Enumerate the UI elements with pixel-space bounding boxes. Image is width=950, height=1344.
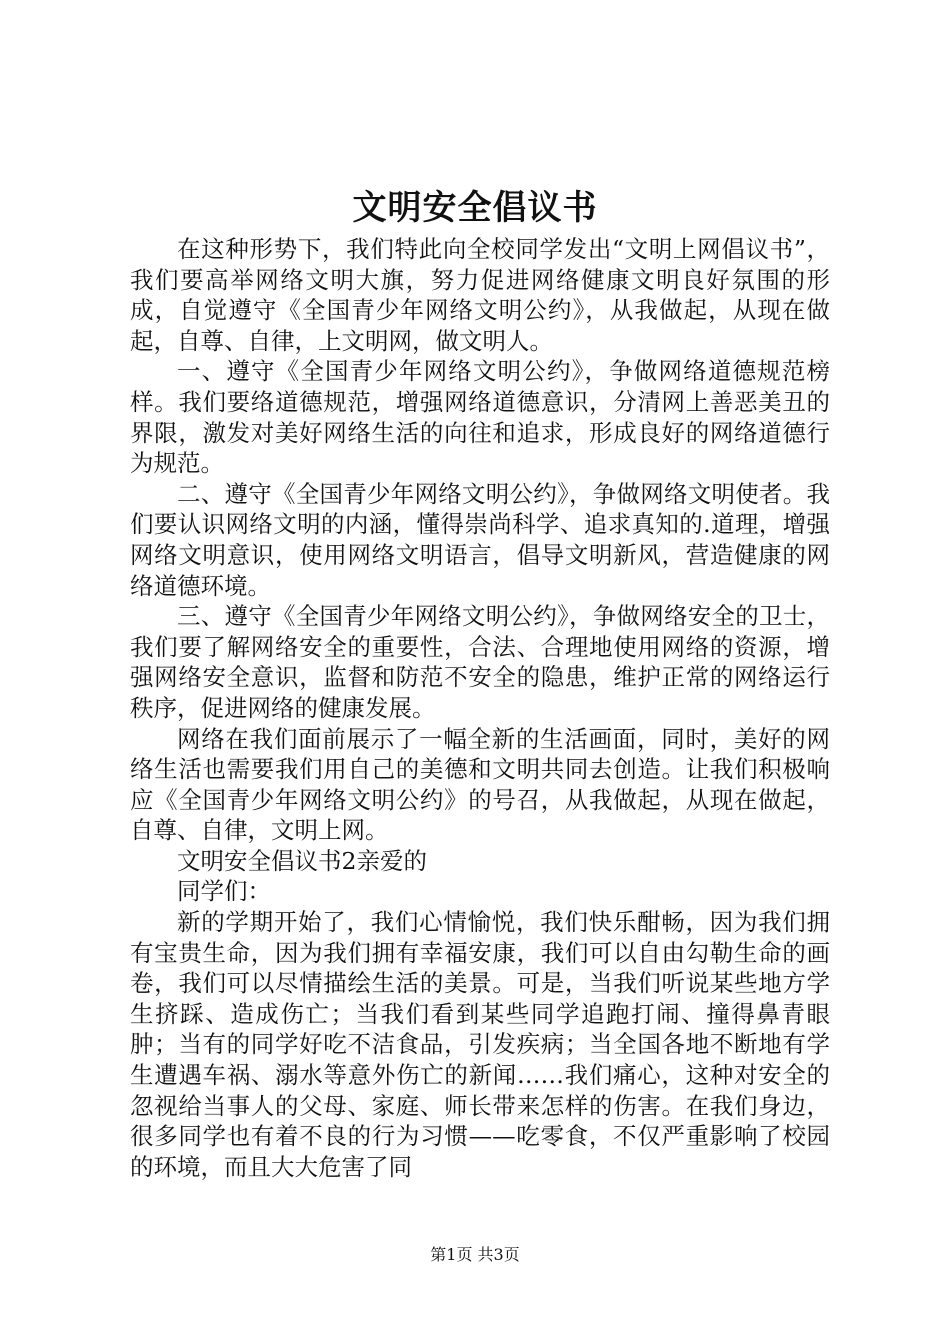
page-footer: 第1页 共3页 xyxy=(430,1245,520,1264)
paragraph: 一、遵守《全国青少年网络文明公约》，争做网络道德规范榜样。我们要络道德规范，增强网络道德意识，分清网上善恶美丑的界限，激发对美好网络生活的向往和追求，形成良好的网络道德行为规范。 xyxy=(130,357,830,478)
document-body xyxy=(130,234,830,1182)
paragraph: 同学们： xyxy=(177,877,271,906)
paragraph: 二、遵守《全国青少年网络文明公约》，争做网络文明使者。我们要认识网络文明的内涵，懂得崇尚科学、追求真知的.道理，增强网络文明意识，使用网络文明语言，倡导文明新风，营造健康的网络道德环境。 xyxy=(130,479,830,600)
paragraph: 三、遵守《全国青少年网络文明公约》，争做网络安全的卫士，我们要了解网络安全的重要性，合法、合理地使用网络的资源，增强网络安全意识，监督和防范不安全的隐患，维护正常的网络运行秩序，促进网络的健康发展。 xyxy=(130,602,830,722)
paragraph: 新的学期开始了，我们心情愉悦，我们快乐酣畅，因为我们拥有宝贵生命，因为我们拥有幸福安康，我们可以自由勾勒生命的画卷，我们可以尽情描绘生活的美景。可是，当我们听说某些地方学生挤踩、造成伤亡；当我们看到某些同学追跑打闹、撞得鼻青眼肿；当有的同学好吃不洁食品，引发疾病；当全国各地不断地有学生遭遇车祸、溺水等意外伤亡的新闻……我们痛心，这种对安全的忽视给当事人的父母、家庭、师长带来怎样的伤害。在我们身边，很多同学也有着不良的行为习惯——吃零食，不仅严重影响了校园的环境，而且大大危害了同 xyxy=(130,908,830,1181)
paragraph: 在这种形势下，我们特此向全校同学发出“文明上网倡议书”，我们要高举网络文明大旗，努力促进网络健康文明良好氛围的形成，自觉遵守《全国青少年网络文明公约》，从我做起，从现在做起，自尊、自律，上文明网，做文明人。 xyxy=(130,235,830,355)
paragraph: 网络在我们面前展示了一幅全新的生活画面，同时，美好的网络生活也需要我们用自己的美德和文明共同去创造。让我们积极响应《全国青少年网络文明公约》的号召，从我做起，从现在做起，自尊、自律，文明上网。 xyxy=(130,724,830,845)
paragraph: 文明安全倡议书2亲爱的 xyxy=(177,846,427,875)
document-title: 文明安全倡议书 xyxy=(352,188,598,228)
